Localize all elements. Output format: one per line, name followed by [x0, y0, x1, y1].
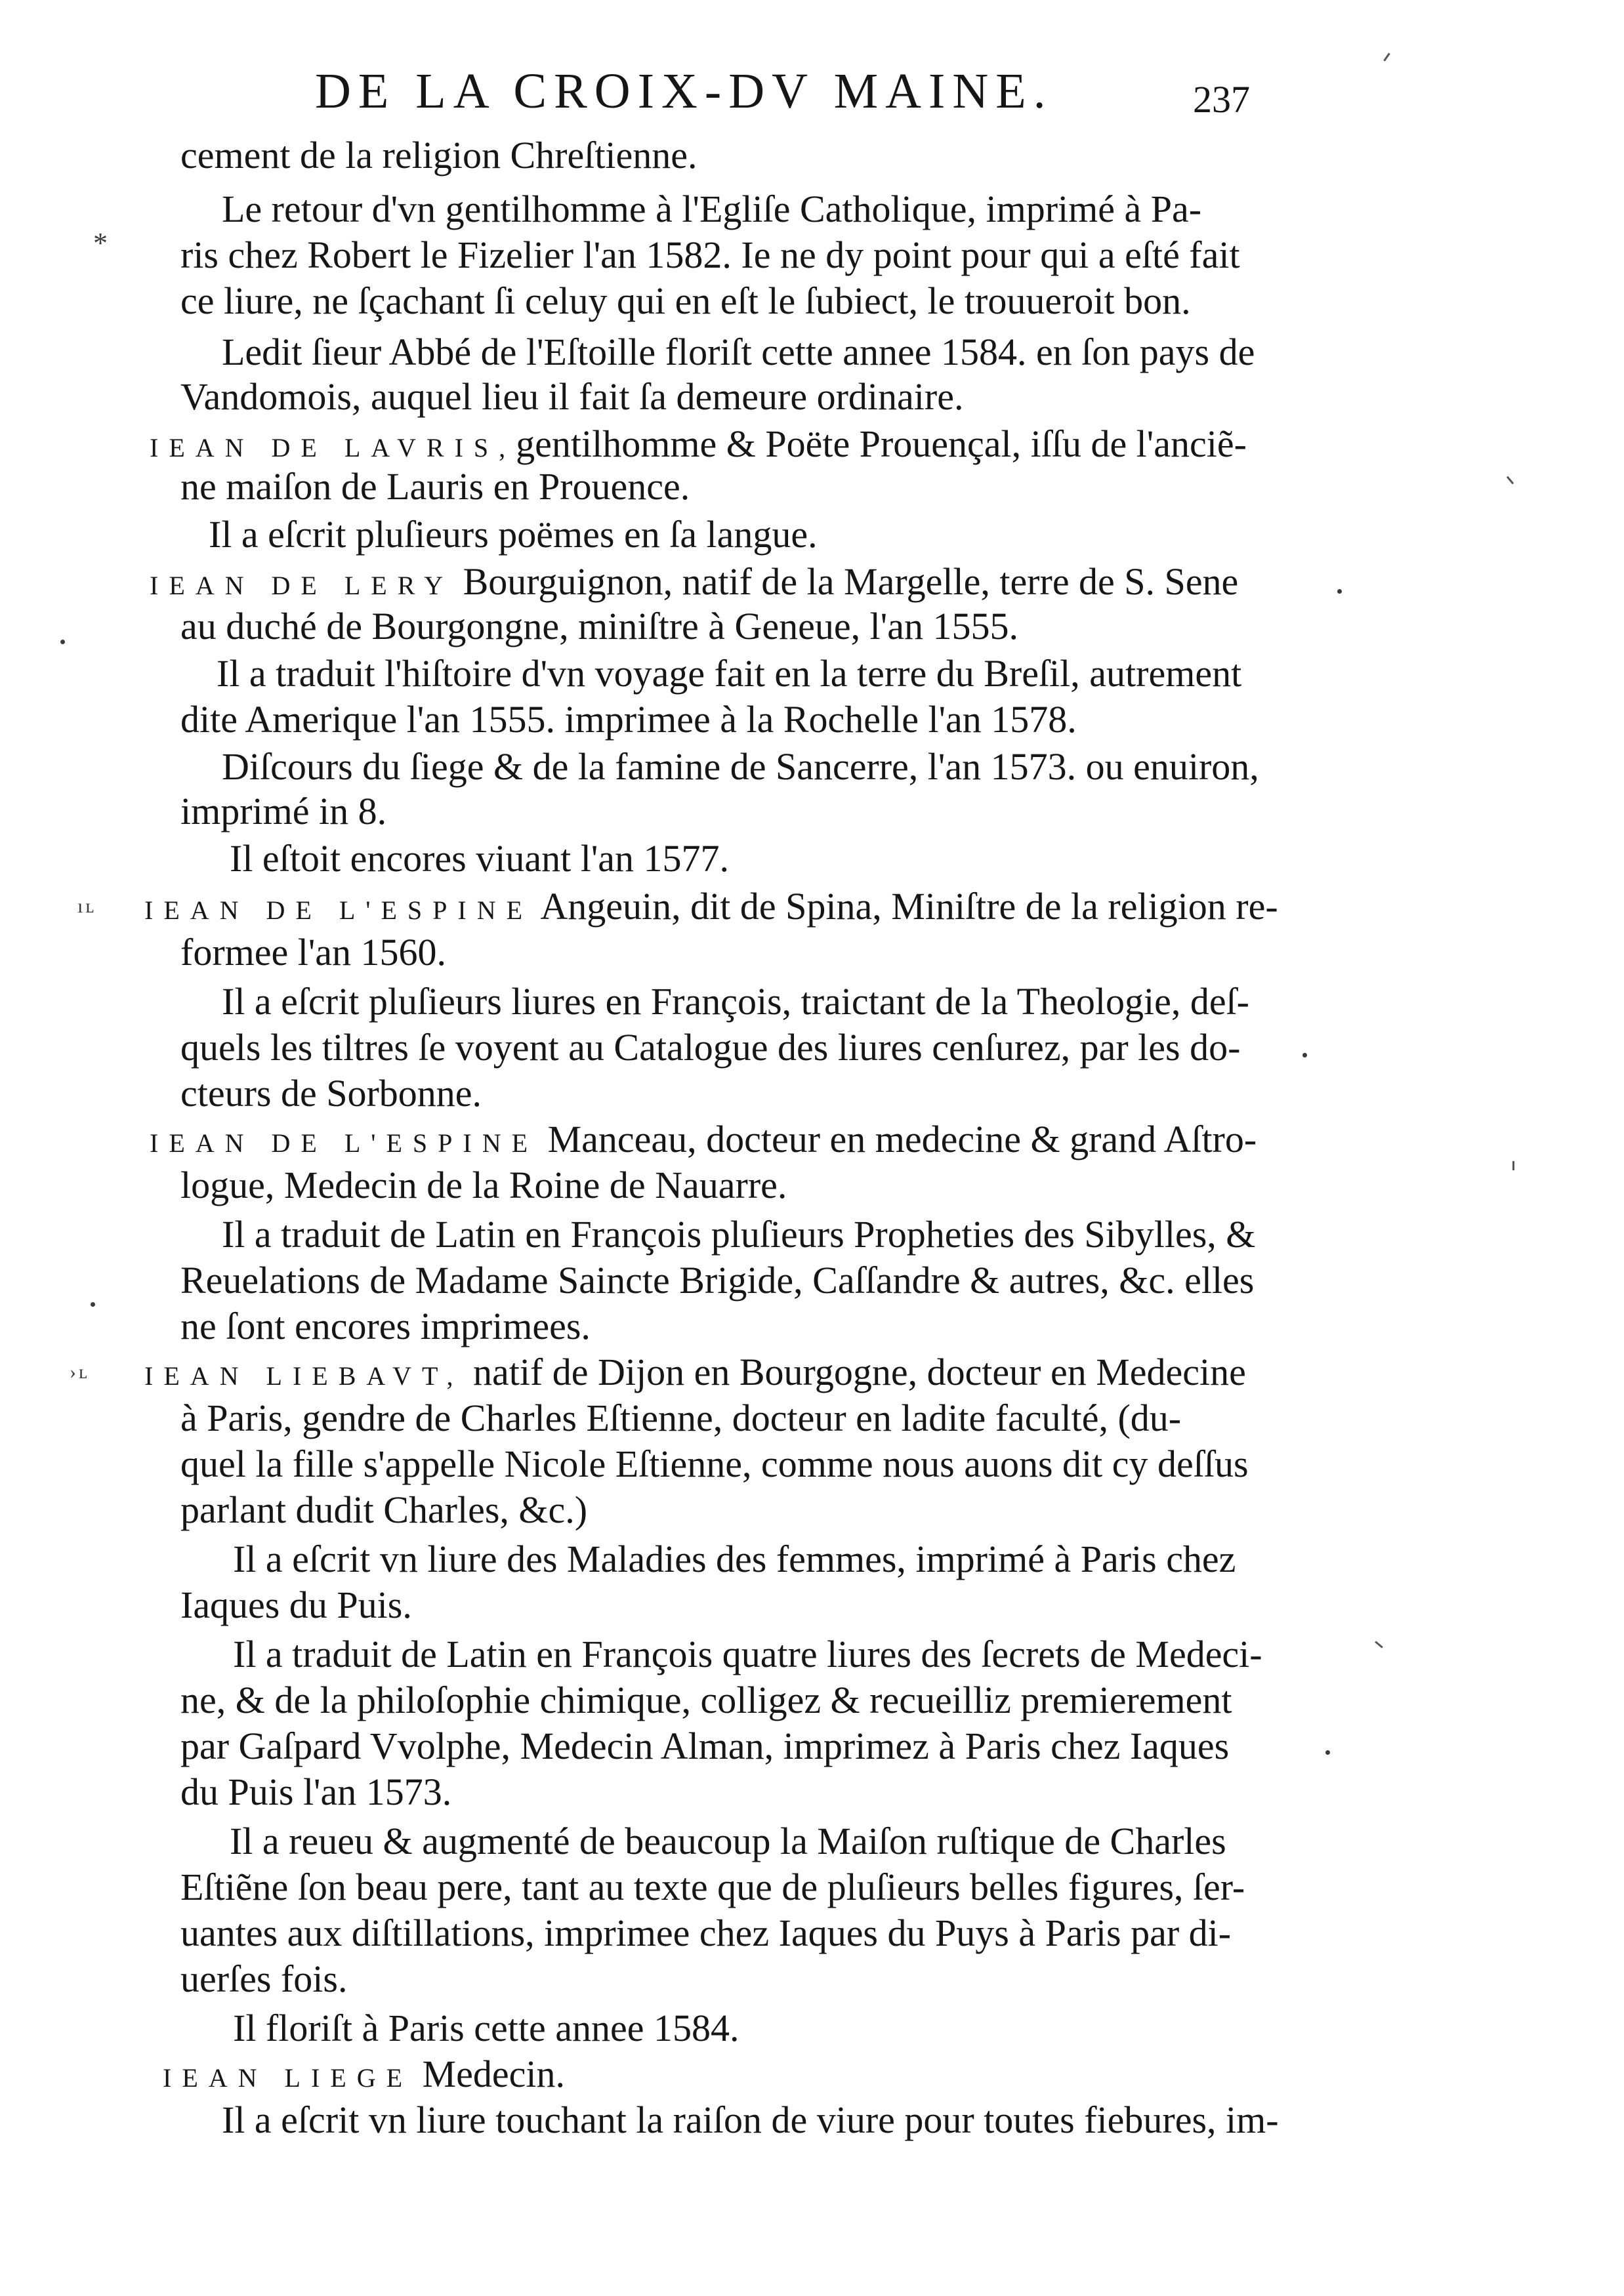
- entry-text: gentilhomme & Poëte Prouençal, iſſu de l'anciẽ-: [516, 422, 1247, 465]
- entry-text: Bourguignon, natif de la Margelle, terre de S. Sene: [453, 560, 1239, 603]
- text-line: Il floriſt à Paris cette annee 1584.: [233, 2007, 739, 2049]
- text-line: Il a eſcrit pluſieurs poëmes en ſa langue.: [209, 513, 818, 556]
- text-line: Diſcours du ſiege & de la famine de Sancerre, l'an 1573. ou enuiron,: [222, 745, 1259, 788]
- text-line: ce liure, ne ſçachant ſi celuy qui en eſt le ſubiect, le trouueroit bon.: [180, 279, 1191, 322]
- text-line: ris chez Robert le Fizelier l'an 1582. Ie ne dy point pour qui a eſté fait: [180, 234, 1240, 276]
- text-line: imprimé in 8.: [180, 790, 387, 832]
- running-head: DE LA CROIX-DV MAINE.: [315, 64, 1053, 119]
- text-line: Il a eſcrit vn liure des Maladies des femmes, imprimé à Paris chez: [233, 1538, 1236, 1580]
- entry-heading: [163, 2050, 565, 2102]
- author-name: IEAN LIEGE: [163, 2063, 413, 2093]
- text-line: cteurs de Sorbonne.: [180, 1072, 482, 1115]
- margin-mark: ıʟ: [77, 895, 97, 917]
- text-line: Il a traduit l'hiſtoire d'vn voyage fait en la terre du Breſil, autrement: [217, 652, 1242, 695]
- entry-heading: [144, 882, 1278, 935]
- author-name: IEAN DE LAVRIS,: [150, 433, 516, 462]
- margin-asterisk: *: [93, 227, 110, 259]
- entry-text: natif de Dijon en Bourgogne, docteur en Medecine: [463, 1351, 1246, 1393]
- margin-speck: [1302, 1053, 1307, 1057]
- author-name: IEAN DE L'ESPINE: [144, 895, 533, 925]
- text-line: à Paris, gendre de Charles Eſtienne, docteur en ladite faculté, (du-: [180, 1397, 1182, 1439]
- entry-text: Manceau, docteur en medecine & grand Aſtro-: [538, 1118, 1257, 1160]
- margin-speck: [1325, 1750, 1330, 1755]
- text-line: logue, Medecin de la Roine de Nauarre.: [180, 1164, 787, 1206]
- margin-speck: [60, 640, 65, 644]
- entry-heading: [144, 1348, 1246, 1401]
- text-line: uerſes fois.: [180, 1958, 348, 2000]
- margin-speck: [91, 1302, 95, 1307]
- text-line: ne ſont encores imprimees.: [180, 1305, 591, 1347]
- text-line: ne, & de la philoſophie chimique, colligez & recueilliz premierement: [180, 1679, 1232, 1721]
- text-line: parlant dudit Charles, &c.): [180, 1488, 588, 1531]
- text-line: Reuelations de Madame Saincte Brigide, Caſſandre & autres, &c. elles: [180, 1259, 1255, 1302]
- margin-mark: ›ʟ: [70, 1361, 90, 1383]
- text-line: quel la fille s'appelle Nicole Eſtienne, comme nous auons dit cy deſſus: [180, 1443, 1249, 1485]
- author-name: IEAN LIEBAVT,: [144, 1361, 464, 1391]
- entry-text: Medecin.: [413, 2053, 565, 2095]
- author-name: IEAN DE L'ESPINE: [150, 1128, 539, 1158]
- margin-speck: [1337, 589, 1342, 594]
- text-line: Il a eſcrit pluſieurs liures en François, traictant de la Theologie, deſ-: [222, 980, 1249, 1023]
- text-line: Il eſtoit encores viuant l'an 1577.: [230, 837, 730, 880]
- text-line: cement de la religion Chreſtienne.: [180, 134, 697, 176]
- text-line: par Gaſpard Vvolphe, Medecin Alman, imprimez à Paris chez Iaques: [180, 1725, 1230, 1767]
- margin-speck: [1383, 52, 1390, 61]
- text-line: Il a traduit de Latin en François pluſieurs Propheties des Sibylles, &: [222, 1213, 1256, 1256]
- page-number: 237: [1193, 78, 1250, 121]
- text-line: Il a eſcrit vn liure touchant la raiſon de viure pour toutes fiebures, im-: [222, 2099, 1279, 2141]
- text-line: Eſtiẽne ſon beau pere, tant au texte que de pluſieurs belles figures, ſer-: [180, 1866, 1245, 1908]
- margin-speck: [1512, 1161, 1514, 1170]
- text-line: du Puis l'an 1573.: [180, 1771, 452, 1813]
- text-line: Ledit ſieur Abbé de l'Eſtoille floriſt cette annee 1584. en ſon pays de: [222, 331, 1255, 373]
- text-line: Il a traduit de Latin en François quatre liures des ſecrets de Medeci-: [233, 1633, 1262, 1675]
- text-line: Le retour d'vn gentilhomme à l'Egliſe Catholique, imprimé à Pa-: [222, 188, 1202, 230]
- entry-text: Angeuin, dit de Spina, Miniſtre de la religion re-: [533, 885, 1278, 928]
- entry-heading: [150, 1115, 1257, 1168]
- author-name: IEAN DE LERY: [150, 571, 454, 600]
- text-line: dite Amerique l'an 1555. imprimee à la Rochelle l'an 1578.: [180, 698, 1077, 741]
- margin-speck: [1375, 1641, 1383, 1648]
- margin-speck: [1507, 476, 1514, 485]
- text-line: uantes aux diſtillations, imprimee chez Iaques du Puys à Paris par di-: [180, 1912, 1232, 1954]
- text-line: ne maiſon de Lauris en Prouence.: [180, 465, 690, 508]
- text-line: quels les tiltres ſe voyent au Catalogue des liures cenſurez, par les do-: [180, 1026, 1241, 1069]
- text-line: au duché de Bourgongne, miniſtre à Geneue, l'an 1555.: [180, 605, 1018, 647]
- text-line: Iaques du Puis.: [180, 1584, 412, 1626]
- text-line: Vandomois, auquel lieu il fait ſa demeure ordinaire.: [180, 375, 964, 418]
- text-line: formee l'an 1560.: [180, 931, 447, 974]
- text-line: Il a reueu & augmenté de beaucoup la Maiſon ruſtique de Charles: [230, 1820, 1226, 1862]
